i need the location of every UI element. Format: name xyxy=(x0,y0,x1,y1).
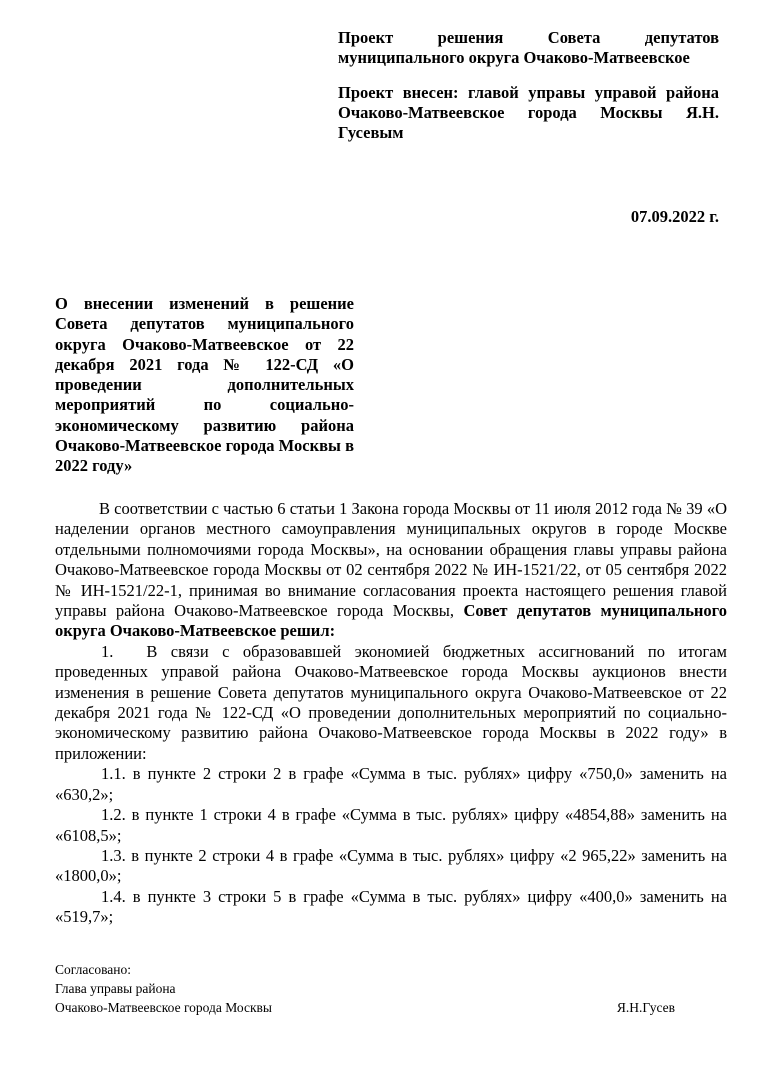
project-author: Проект внесен: главой управы управой района Очаково-Матвеевское города Москвы Я.Н. Гусевым xyxy=(338,83,719,142)
decision-body xyxy=(55,499,727,928)
project-title: Проект решения Совета депутатов муниципального округа Очаково-Матвеевское xyxy=(338,28,719,67)
subitem-1-3: 1.3. в пункте 2 строки 4 в графе «Сумма в тыс. рублях» цифру «2 965,22» заменить на «1800,0»; xyxy=(55,845,727,886)
subitem-1-1: 1.1. в пункте 2 строки 2 в графе «Сумма в тыс. рублях» цифру «750,0» заменить на «630,2»; xyxy=(55,764,727,804)
document-date: 07.09.2022 г. xyxy=(630,207,719,226)
preamble-paragraph xyxy=(55,499,727,642)
signer-name: Я.Н.Гусев xyxy=(616,1000,675,1015)
signature-row xyxy=(55,998,675,1017)
signer-position: Глава управы района xyxy=(55,981,176,996)
agreed-label: Согласовано: xyxy=(55,962,131,977)
decision-subject: О внесении изменений в решение Совета депутатов муниципального округа Очаково-Матвеевское от 22 декабря 2021 года № 122-СД «О проведении дополнительных мероприятий по социально-экономическому развитию района Очаково-Матвеевское города Москвы в 2022 году» xyxy=(55,294,354,476)
signer-district: Очаково-Матвеевское города Москвы xyxy=(55,1000,272,1015)
subitem-1-4: 1.4. в пункте 3 строки 5 в графе «Сумма в тыс. рублях» цифру «400,0» заменить на «519,7»; xyxy=(55,886,727,927)
item-1: 1. В связи с образовавшей экономией бюджетных ассигнований по итогам проведенных управой района Очаково-Матвеевское города Москвы аукционов внести изменения в решение Совета депутатов муниципального округа Очаково-Матвеевское от 22 декабря 2021 года № 122-СД «О проведении дополнительных мероприятий по социально-экономическому развитию района Очаково-Матвеевское города Москвы в 2022 году» в приложении: xyxy=(55,641,727,763)
approval-footer xyxy=(55,960,675,1017)
decided-statement: Совет депутатов муниципального округа Очаково-Матвеевское решил: xyxy=(55,601,728,641)
preamble-text: В соответствии с частью 6 статьи 1 Закона города Москвы от 11 июля 2012 года № 39 «О наделении органов местного самоуправления муниципальных округов в городе Москве отдельными полномочиями города Москвы», на основании обращения главы управы района Очаково-Матвеевское города Москвы от 02 сентября 2022 № ИН-1521/22, от 05 сентября 2022 № ИН-1521/22-1, принимая во внимание согласования проекта настоящего решения главой управы района Очаково-Матвеевское города Москвы, xyxy=(55,499,727,621)
subitem-1-2: 1.2. в пункте 1 строки 4 в графе «Сумма в тыс. рублях» цифру «4854,88» заменить на «6108,5»; xyxy=(55,805,727,845)
project-header xyxy=(338,28,719,143)
